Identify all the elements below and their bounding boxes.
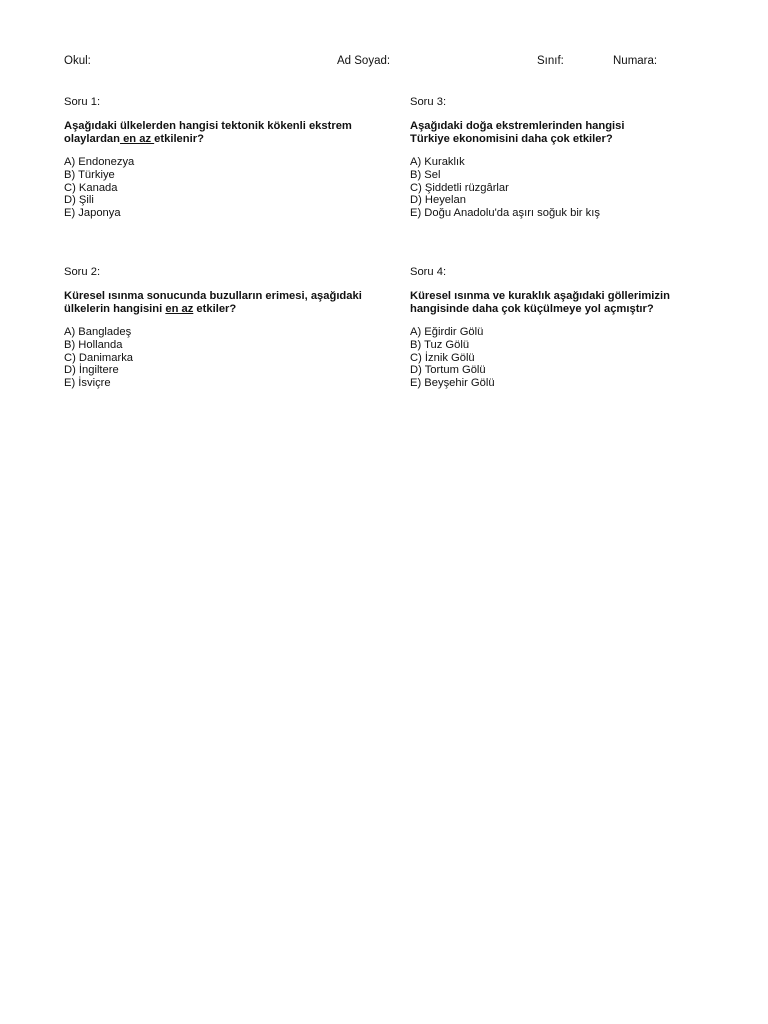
- options-list: [64, 326, 384, 390]
- option-c: C) Kanada: [64, 181, 118, 194]
- option-c: C) İznik Gölü: [410, 351, 475, 364]
- question-text-part: etkilenir?: [154, 133, 204, 145]
- option-a: A) Bangladeş: [64, 326, 132, 338]
- options-list: [410, 156, 730, 220]
- question-text: [410, 120, 730, 146]
- option-a: A) Eğirdir Gölü: [410, 326, 484, 338]
- question-text-line: Küresel ısınma ve kuraklık aşağıdaki göllerimizin: [410, 290, 670, 302]
- option-d: D) Şili: [64, 194, 94, 207]
- option-c: C) Danimarka: [64, 351, 134, 364]
- options-list: [410, 326, 730, 390]
- question-text-part: etkiler?: [193, 303, 237, 315]
- options-list: [64, 156, 384, 220]
- option-d: D) Heyelan: [410, 194, 466, 207]
- option-b: B) Tuz Gölü: [410, 338, 470, 351]
- question-text-line: Türkiye ekonomisini daha çok etkiler?: [410, 133, 613, 145]
- question-text: [64, 290, 384, 316]
- question-1: [64, 96, 384, 220]
- question-text-line: Aşağıdaki doğa ekstremlerinden hangisi: [410, 120, 625, 132]
- question-text-part: olaylardan: [64, 133, 120, 145]
- option-e: E) Doğu Anadolu'da aşırı soğuk bir kış: [410, 207, 600, 220]
- option-c: C) Şiddetli rüzgârlar: [410, 181, 509, 194]
- option-b: B) Türkiye: [64, 168, 115, 181]
- question-text-part: ülkelerin hangisini: [64, 303, 166, 315]
- option-e: E) Japonya: [64, 207, 121, 220]
- option-b: B) Sel: [410, 168, 441, 181]
- question-number: Soru 1:: [64, 96, 101, 108]
- question-text: [410, 290, 730, 316]
- option-d: D) Tortum Gölü: [410, 364, 486, 377]
- option-a: A) Kuraklık: [410, 156, 465, 168]
- underlined-emphasis: en az: [119, 133, 155, 145]
- underlined-emphasis: en az: [165, 303, 194, 315]
- question-3: [410, 96, 730, 220]
- question-number: Soru 2:: [64, 266, 101, 278]
- question-text-line: hangisinde daha çok küçülmeye yol açmıştır?: [410, 303, 654, 315]
- question-4: [410, 266, 730, 390]
- question-number: Soru 4:: [410, 266, 447, 278]
- class-label: Sınıf:: [537, 55, 564, 67]
- option-b: B) Hollanda: [64, 338, 123, 351]
- name-label: Ad Soyad:: [337, 55, 391, 67]
- option-a: A) Endonezya: [64, 156, 135, 168]
- question-text: [64, 120, 384, 146]
- question-2: [64, 266, 384, 390]
- question-text-line: Küresel ısınma sonucunda buzulların erimesi, aşağıdaki: [64, 290, 362, 302]
- option-e: E) Beyşehir Gölü: [410, 377, 495, 390]
- question-number: Soru 3:: [410, 96, 447, 108]
- school-label: Okul:: [64, 55, 91, 67]
- option-e: E) İsviçre: [64, 377, 111, 390]
- number-label: Numara:: [613, 55, 658, 67]
- question-text-line: Aşağıdaki ülkelerden hangisi tektonik kökenli ekstrem: [64, 120, 352, 132]
- option-d: D) İngiltere: [64, 364, 119, 377]
